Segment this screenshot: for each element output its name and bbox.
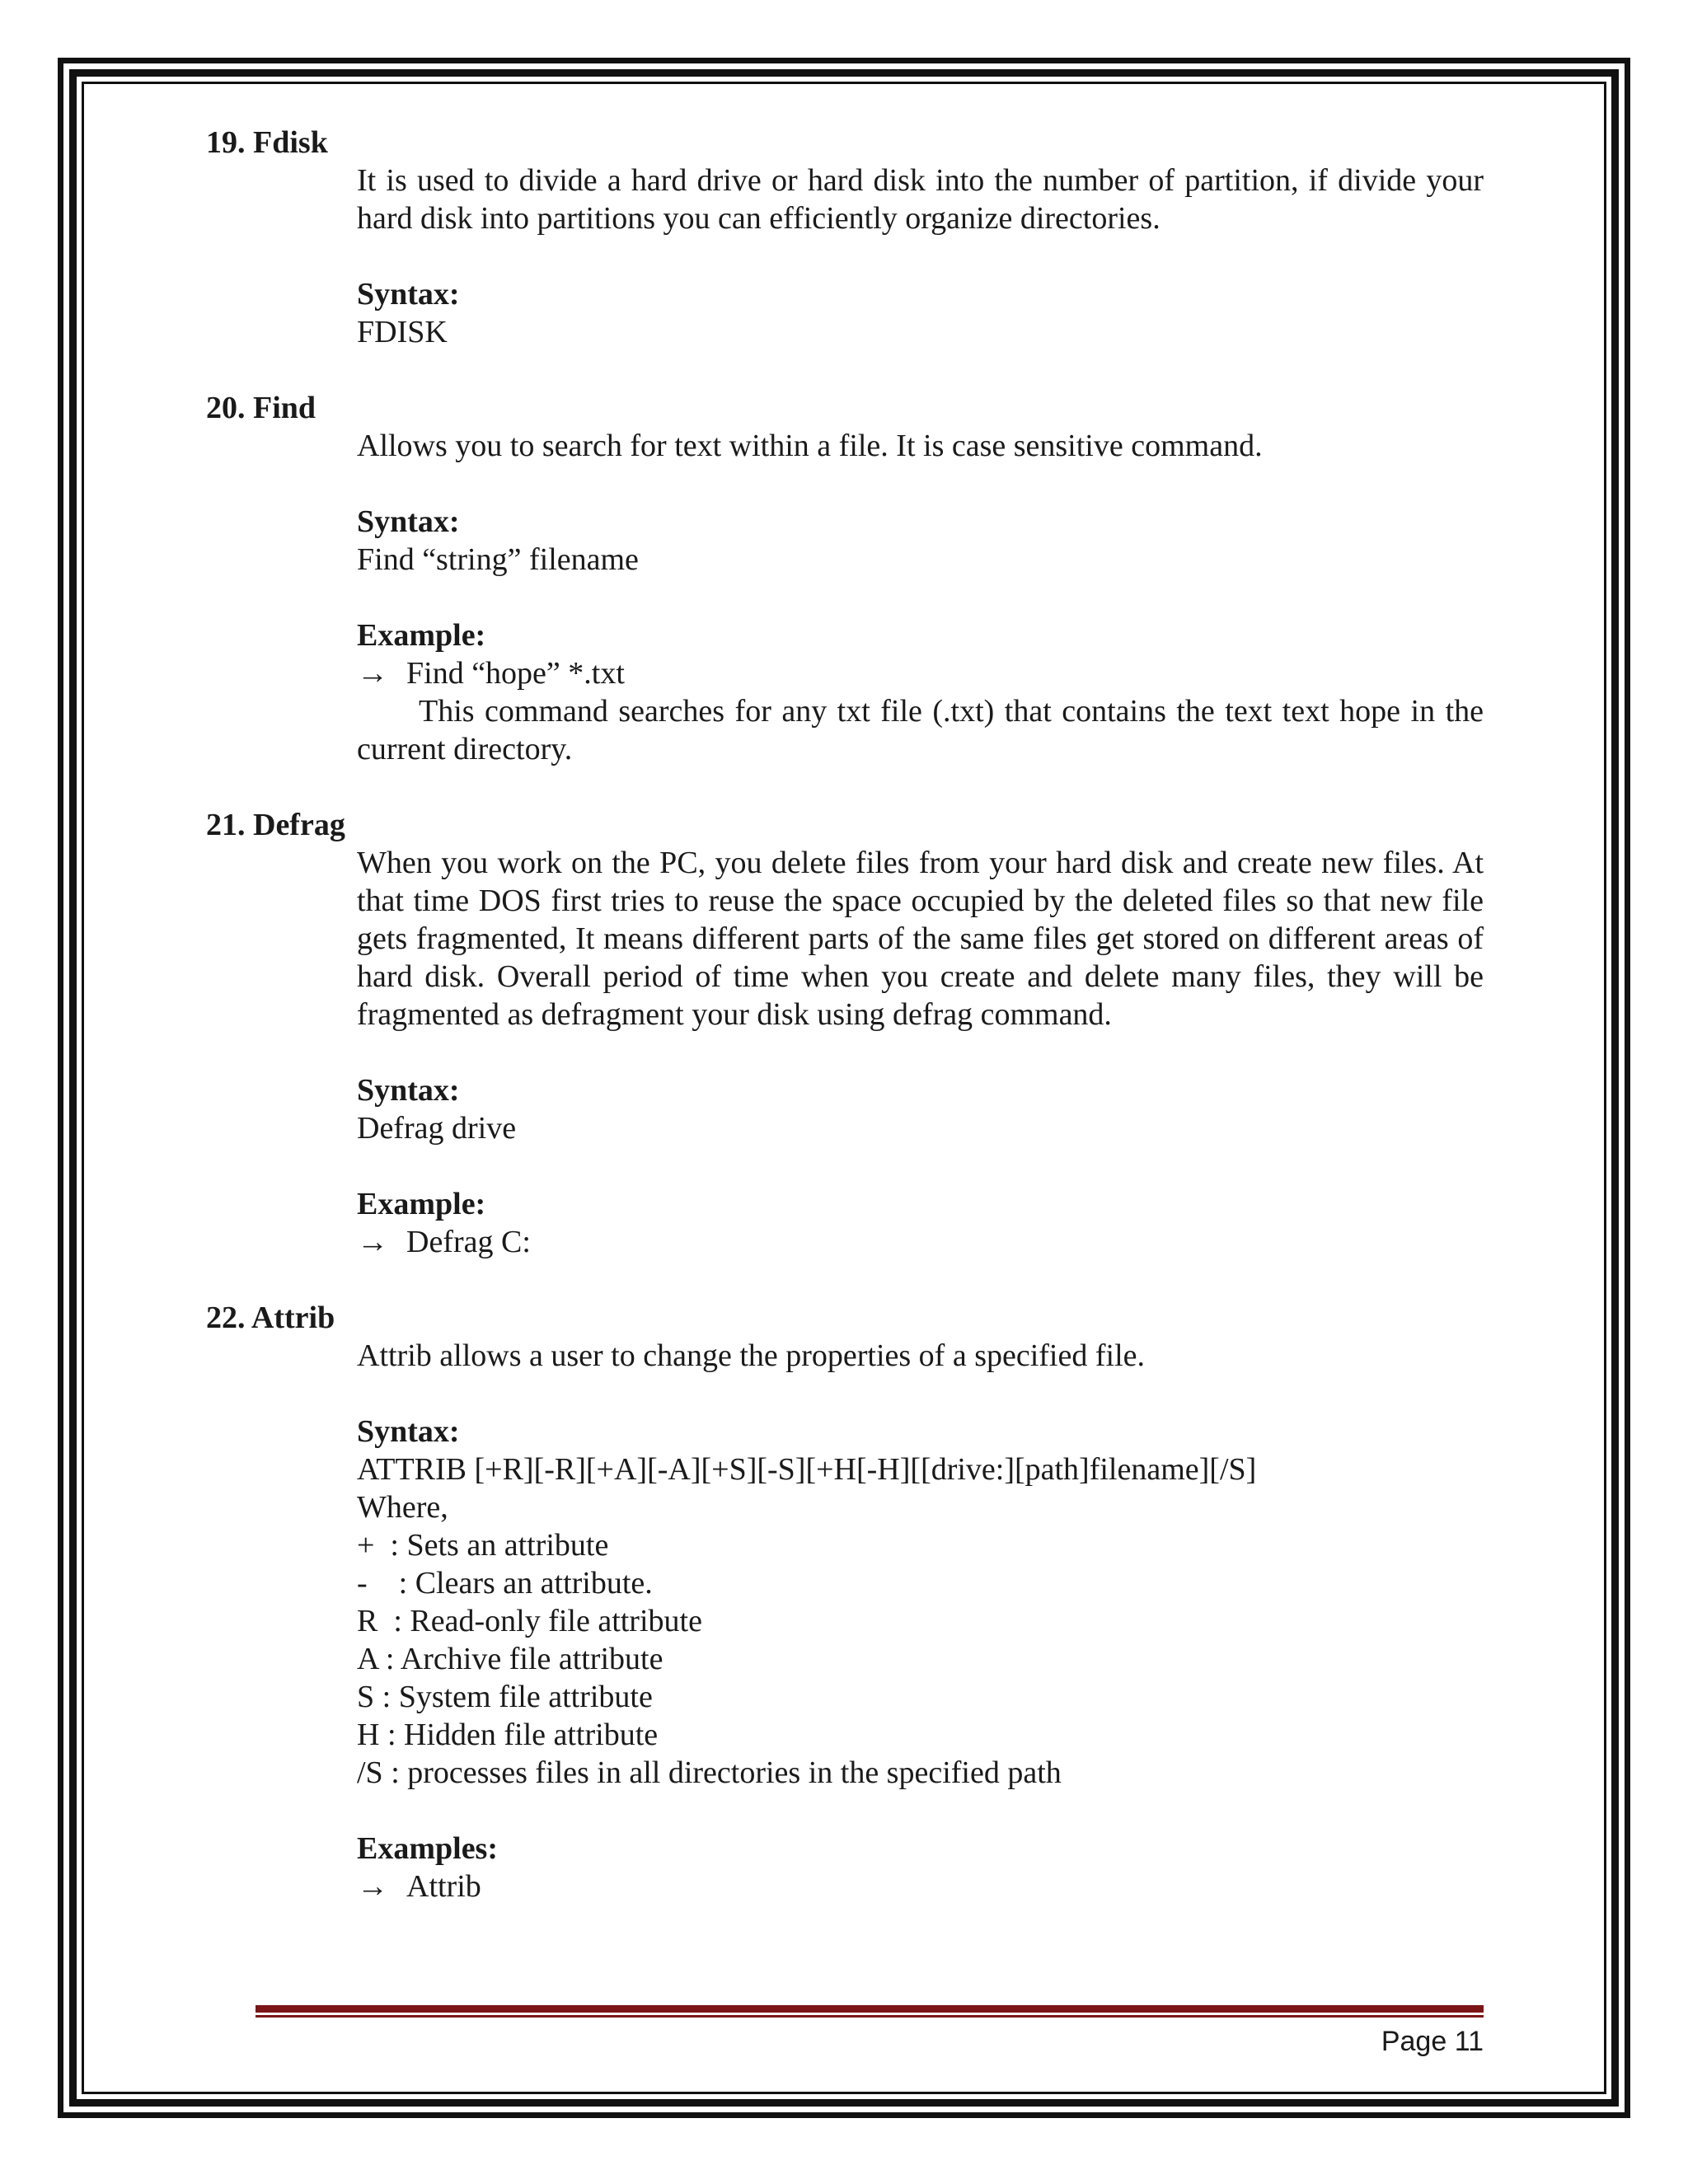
syntax-text: FDISK (357, 315, 448, 349)
syntax-text: ATTRIB [+R][-R][+A][-A][+S][-S][+H[-H][[drive:][path]filename][/S] (357, 1452, 1257, 1487)
example-line (357, 654, 1484, 692)
section-description: When you work on the PC, you delete files from your hard disk and create new files. At that time DOS first tries to reuse the space occupied by the deleted files so that new file gets fragmented, It means different parts of the same files get stored on different areas of hard disk. Overall period of time when you create and delete many files, they will be fragmented as defragment your disk using defrag command. (357, 846, 1484, 1032)
section-body (357, 844, 1484, 1261)
page-number: Page 11 (1381, 2026, 1484, 2057)
section-body (357, 1337, 1484, 1905)
right-arrow-icon: → (357, 656, 388, 691)
section-body (357, 162, 1484, 351)
section-heading: 22. Attrib (206, 1301, 335, 1335)
syntax-label: Syntax: (357, 1414, 460, 1449)
section-body (357, 427, 1484, 768)
list-item: S : System file attribute (357, 1680, 653, 1714)
section-defrag (206, 806, 1484, 1261)
example-note: This command searches for any txt file (.txt) that contains the text text hope in the current directory. (357, 694, 1484, 766)
list-item: /S : processes files in all directories in the specified path (357, 1755, 1062, 1790)
examples-label: Examples: (357, 1831, 498, 1866)
section-heading: 19. Fdisk (206, 125, 328, 160)
example-line (357, 1223, 1484, 1261)
list-item: A : Archive file attribute (357, 1642, 663, 1676)
example-label: Example: (357, 618, 486, 653)
syntax-text: Find “string” filename (357, 542, 639, 577)
section-description: It is used to divide a hard drive or hard disk into the number of partition, if divide your hard disk into partitions you can efficiently organize directories. (357, 163, 1484, 236)
where-label: Where, (357, 1490, 448, 1525)
example-label: Example: (357, 1187, 486, 1221)
section-heading: 21. Defrag (206, 808, 345, 842)
right-arrow-icon: → (357, 1225, 388, 1259)
page-content (206, 124, 1484, 1943)
example-text: Find “hope” *.txt (406, 656, 625, 691)
list-item: + : Sets an attribute (357, 1528, 609, 1563)
right-arrow-icon: → (357, 1869, 388, 1904)
syntax-text: Defrag drive (357, 1111, 517, 1146)
section-fdisk (206, 124, 1484, 351)
section-find (206, 389, 1484, 768)
example-text: Defrag C: (406, 1225, 531, 1259)
syntax-label: Syntax: (357, 1073, 460, 1108)
example-line (357, 1868, 1484, 1905)
example-text: Attrib (406, 1869, 481, 1904)
footer-rule-thin (256, 2015, 1484, 2018)
list-item: - : Clears an attribute. (357, 1566, 653, 1601)
section-description: Allows you to search for text within a file. It is case sensitive command. (357, 429, 1263, 463)
section-attrib (206, 1299, 1484, 1905)
syntax-label: Syntax: (357, 277, 460, 312)
attribute-list (357, 1526, 1484, 1792)
footer-rule (256, 2005, 1484, 2013)
list-item: H : Hidden file attribute (357, 1718, 659, 1752)
list-item: R : Read-only file attribute (357, 1604, 702, 1638)
section-heading: 20. Find (206, 391, 316, 425)
section-description: Attrib allows a user to change the properties of a specified file. (357, 1338, 1145, 1373)
syntax-label: Syntax: (357, 504, 460, 539)
